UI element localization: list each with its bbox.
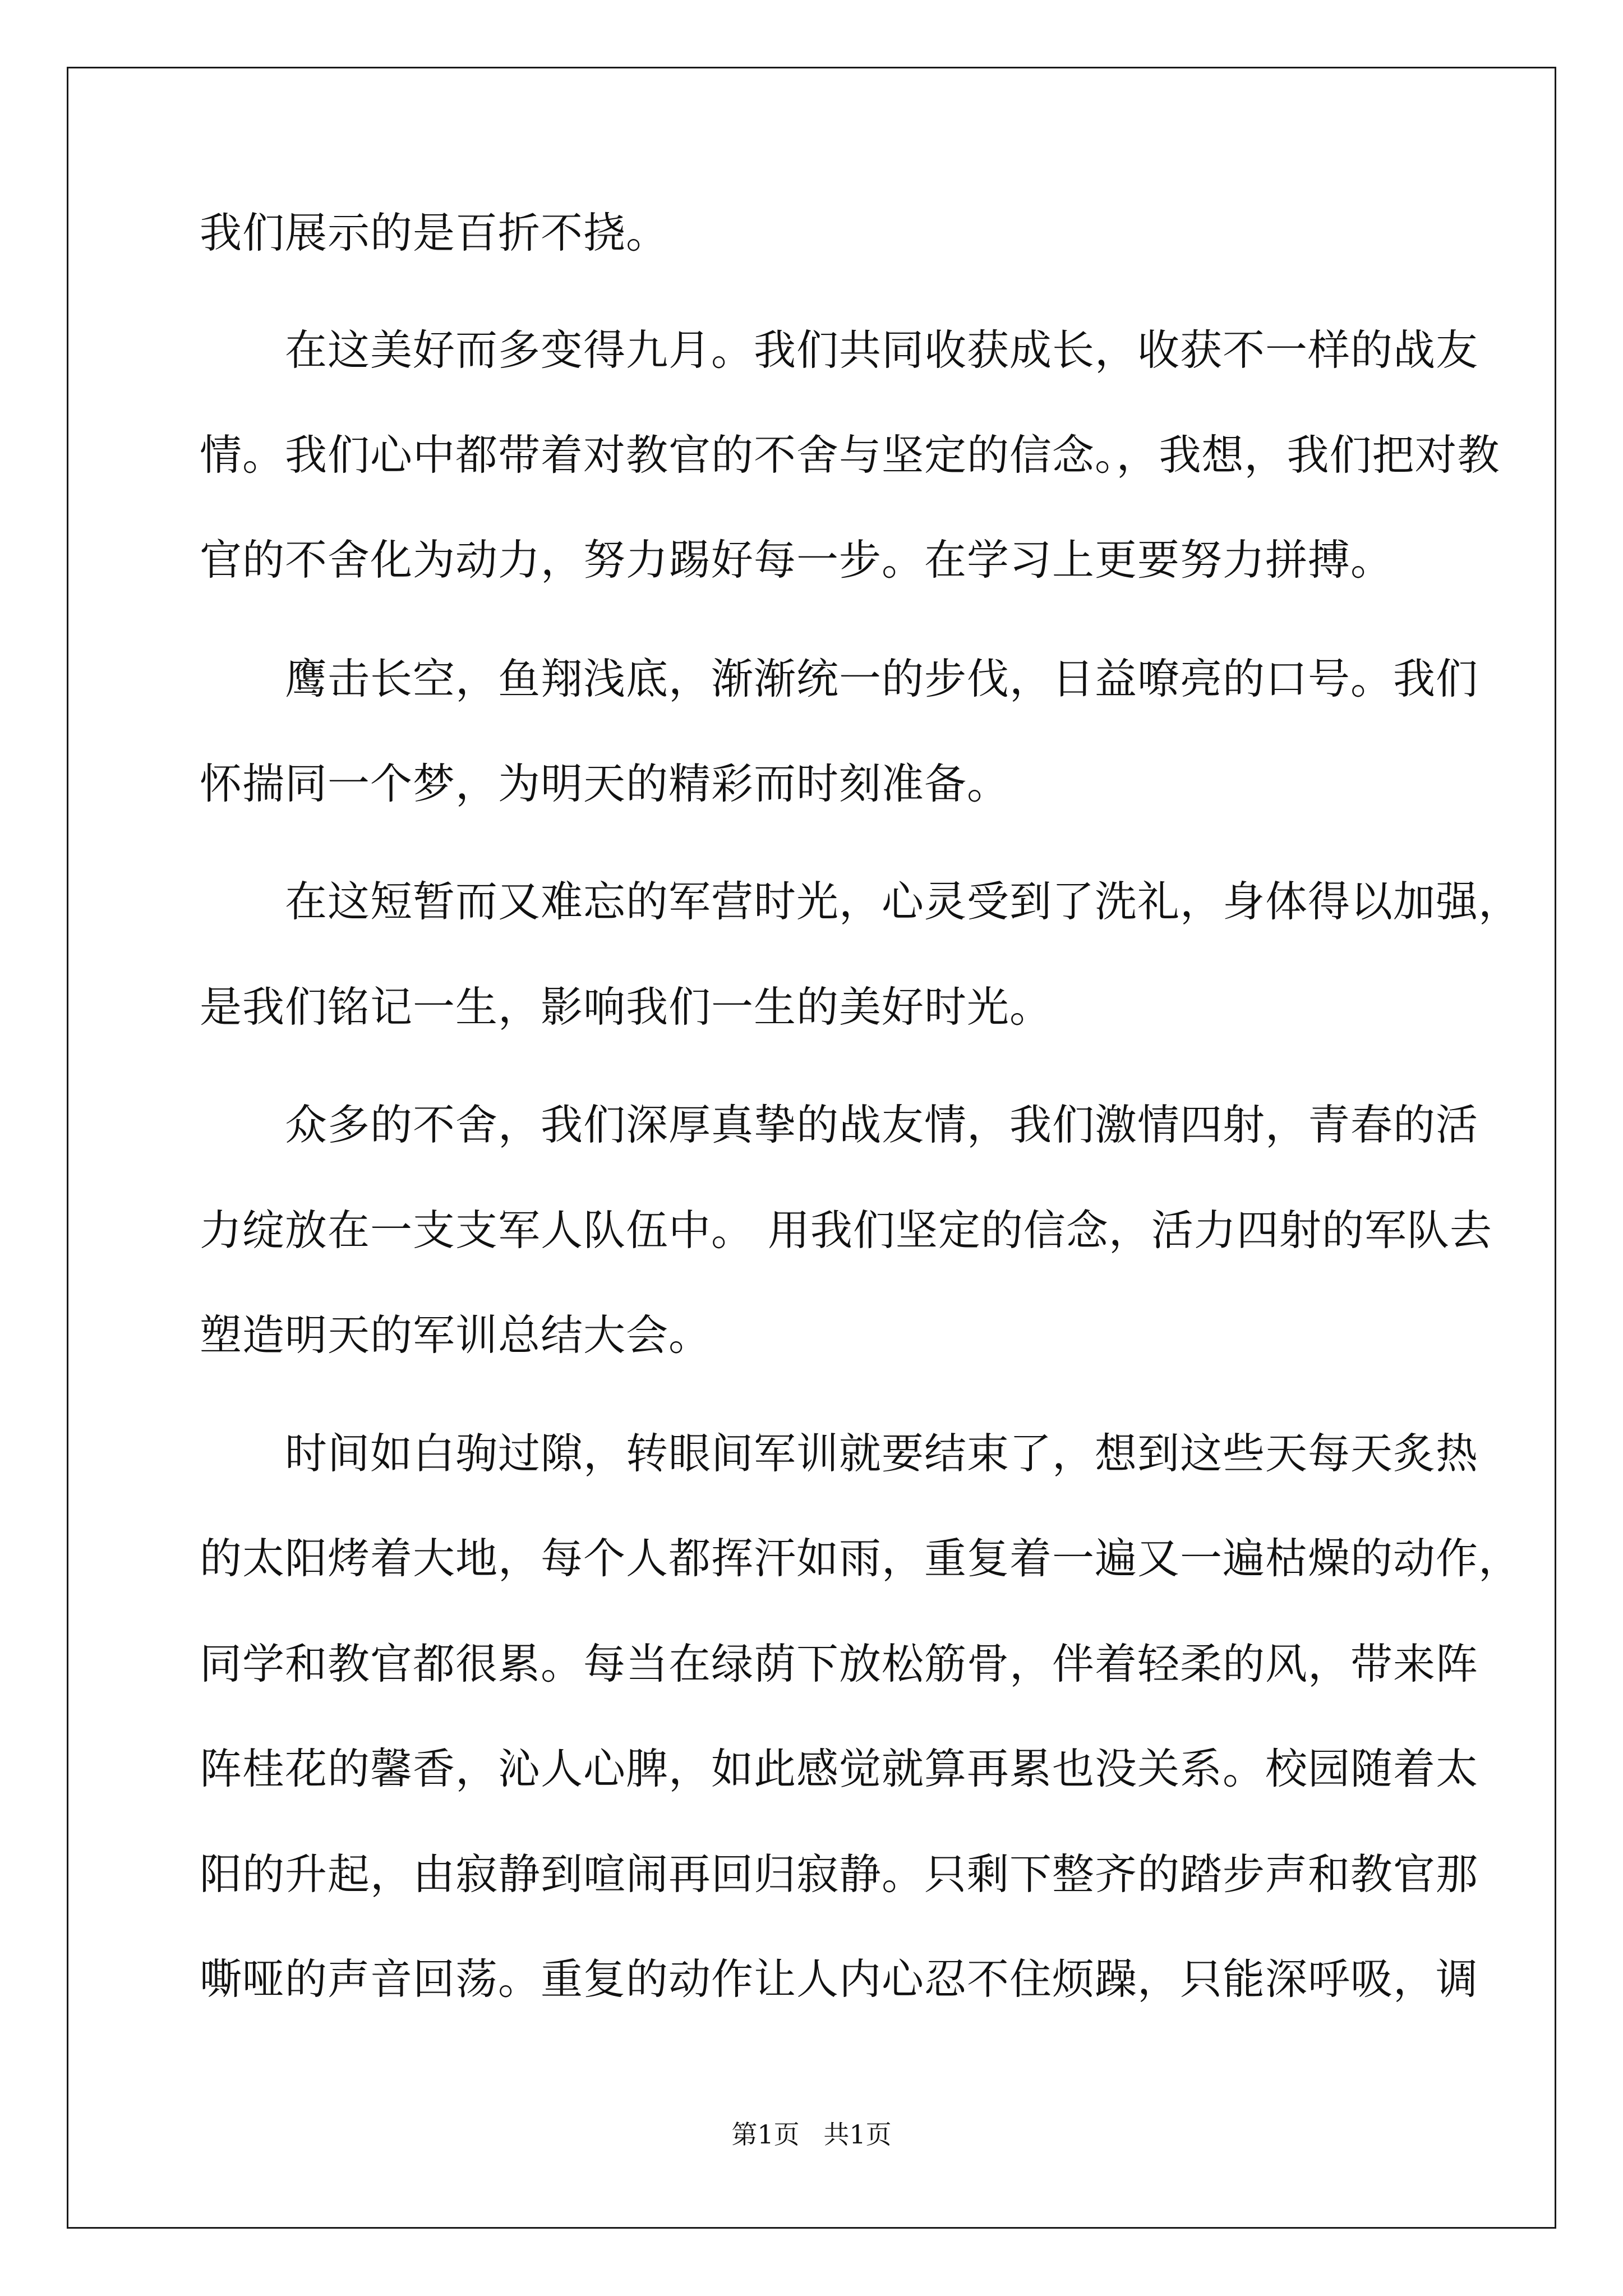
- text-line: 众多的不舍，我们深厚真挚的战友情，我们激情四射，青春的活: [285, 1100, 1479, 1149]
- text-line: 力绽放在一支支军人队伍中。 用我们坚定的信念，活力四射的军队去: [200, 1205, 1492, 1255]
- text-line: 阳的升起，由寂静到喧闹再回归寂静。只剩下整齐的踏步声和教官那: [200, 1849, 1479, 1899]
- text-line: 同学和教官都很累。每当在绿荫下放松筋骨，伴着轻柔的风，带来阵: [200, 1639, 1479, 1688]
- text-line: 在这短暂而又难忘的军营时光，心灵受到了洗礼，身体得以加强，: [285, 877, 1521, 926]
- text-line: 官的不舍化为动力，努力踢好每一步。在学习上更要努力拼搏。: [200, 535, 1394, 585]
- text-line: 阵桂花的馨香，沁人心脾，如此感觉就算再累也没关系。校园随着太: [200, 1744, 1479, 1793]
- text-line: 是我们铭记一生，影响我们一生的美好时光。: [200, 982, 1053, 1032]
- page-total: 共1页: [823, 2119, 892, 2150]
- text-line: 的太阳烤着大地，每个人都挥汗如雨，重复着一遍又一遍枯燥的动作，: [200, 1534, 1521, 1583]
- text-line: 鹰击长空，鱼翔浅底，渐渐统一的步伐，日益嘹亮的口号。我们: [285, 654, 1479, 703]
- text-line: 塑造明天的军训总结大会。: [200, 1310, 712, 1360]
- text-line: 我们展示的是百折不挠。: [200, 208, 669, 257]
- text-line: 在这美好而多变得九月。我们共同收获成长，收获不一样的战友: [285, 325, 1479, 375]
- text-line: 时间如白驹过隙，转眼间军训就要结束了，想到这些天每天炙热: [285, 1429, 1479, 1478]
- page-footer: [0, 2118, 1623, 2151]
- text-line: 嘶哑的声音回荡。重复的动作让人内心忍不住烦躁，只能深呼吸，调: [200, 1954, 1479, 2004]
- page-number: 第1页: [731, 2119, 800, 2150]
- text-line: 怀揣同一个梦，为明天的精彩而时刻准备。: [200, 759, 1010, 808]
- text-line: 情。我们心中都带着对教官的不舍与坚定的信念。，我想，我们把对教: [200, 430, 1500, 480]
